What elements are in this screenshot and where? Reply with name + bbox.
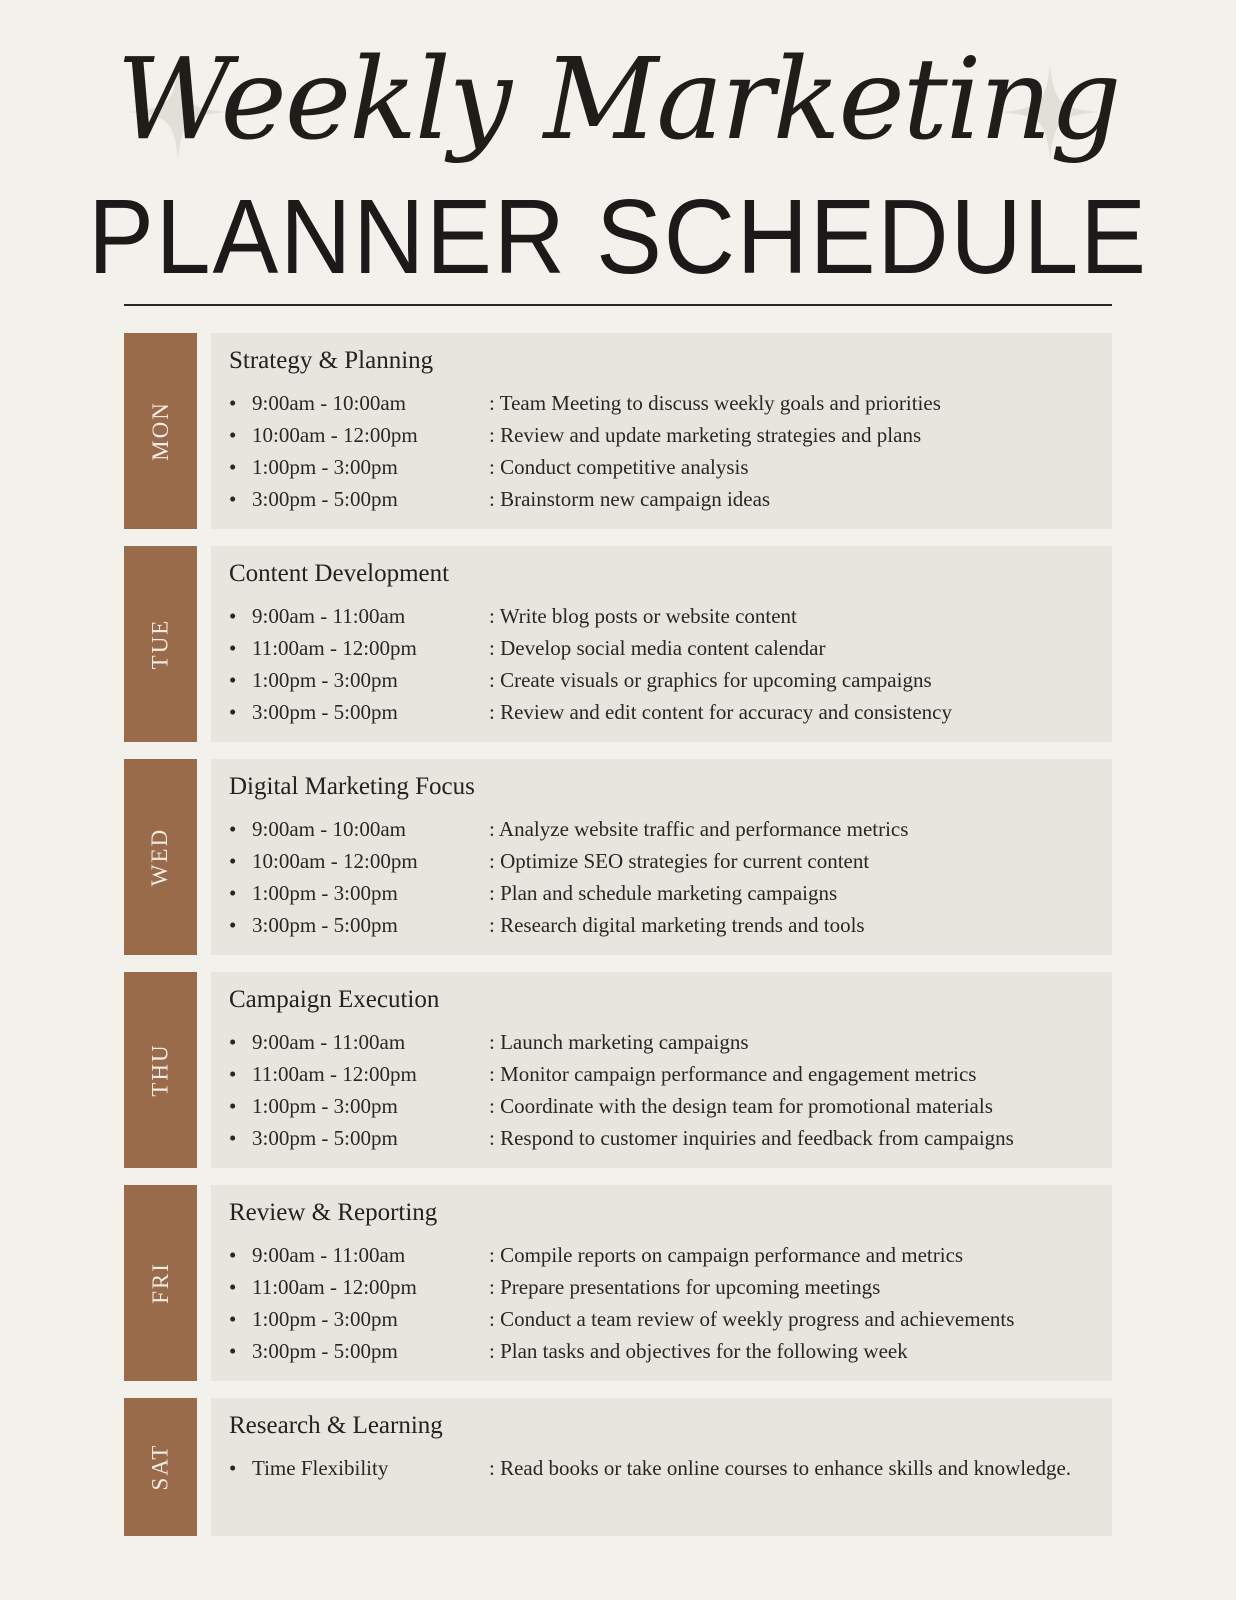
bullet-icon: •: [229, 700, 237, 724]
day-tab: [124, 333, 197, 529]
day-row: [124, 759, 1112, 955]
task-time: 3:00pm - 5:00pm: [252, 1126, 398, 1150]
task-description: : Optimize SEO strategies for current content: [489, 849, 870, 873]
task-description: : Coordinate with the design team for promotional materials: [489, 1094, 993, 1118]
task-item: [229, 1090, 1094, 1122]
task-item: [229, 387, 1094, 419]
task-item: [229, 451, 1094, 483]
page-title: PLANNER SCHEDULE: [88, 178, 1148, 296]
task-item: [229, 909, 1094, 941]
task-item: [229, 1271, 1094, 1303]
day-row: [124, 546, 1112, 742]
bullet-icon: •: [229, 636, 237, 660]
task-time: 1:00pm - 3:00pm: [252, 1094, 398, 1118]
task-description: : Launch marketing campaigns: [489, 1030, 749, 1054]
task-time: 10:00am - 12:00pm: [252, 849, 418, 873]
bullet-icon: •: [229, 1030, 237, 1054]
day-card: [211, 1185, 1112, 1381]
task-description: : Brainstorm new campaign ideas: [489, 487, 771, 511]
task-item: [229, 696, 1094, 728]
weekly-schedule: [124, 333, 1112, 1536]
title-divider: [124, 304, 1112, 306]
bullet-icon: •: [229, 881, 237, 905]
task-item: [229, 877, 1094, 909]
task-description: : Create visuals or graphics for upcoming campaigns: [489, 668, 932, 692]
day-heading: Digital Marketing Focus: [229, 773, 475, 800]
day-heading: Research & Learning: [229, 1412, 443, 1439]
task-time: 1:00pm - 3:00pm: [252, 455, 398, 479]
day-row: [124, 1185, 1112, 1381]
bullet-icon: •: [229, 391, 237, 415]
task-description: : Develop social media content calendar: [489, 636, 826, 660]
bullet-icon: •: [229, 1062, 237, 1086]
task-item: [229, 600, 1094, 632]
task-time: 11:00am - 12:00pm: [252, 1275, 417, 1299]
bullet-icon: •: [229, 849, 237, 873]
task-time: 9:00am - 10:00am: [252, 817, 406, 841]
task-time: 11:00am - 12:00pm: [252, 1062, 417, 1086]
day-tab: [124, 759, 197, 955]
task-item: [229, 664, 1094, 696]
task-item: [229, 1452, 1094, 1484]
task-item: [229, 1058, 1094, 1090]
task-description: : Prepare presentations for upcoming meetings: [489, 1275, 881, 1299]
day-tab-label: THU: [147, 1043, 173, 1097]
task-description: : Review and update marketing strategies and plans: [489, 423, 922, 447]
task-time: 11:00am - 12:00pm: [252, 636, 417, 660]
day-card: [211, 546, 1112, 742]
task-item: [229, 632, 1094, 664]
task-time: 3:00pm - 5:00pm: [252, 487, 398, 511]
task-time: 3:00pm - 5:00pm: [252, 1339, 398, 1363]
task-item: [229, 813, 1094, 845]
task-list: [229, 813, 1094, 941]
task-time: 1:00pm - 3:00pm: [252, 668, 398, 692]
task-description: : Read books or take online courses to enhance skills and knowledge.: [489, 1456, 1072, 1480]
task-time: 9:00am - 11:00am: [252, 604, 406, 628]
day-heading: Campaign Execution: [229, 986, 440, 1013]
task-time: 1:00pm - 3:00pm: [252, 1307, 398, 1331]
bullet-icon: •: [229, 1094, 237, 1118]
task-time: 1:00pm - 3:00pm: [252, 881, 398, 905]
day-tab: [124, 972, 197, 1168]
task-time: 9:00am - 11:00am: [252, 1030, 406, 1054]
task-item: [229, 1335, 1094, 1367]
bullet-icon: •: [229, 1126, 237, 1150]
task-list: [229, 1026, 1094, 1154]
day-tab-label: TUE: [147, 618, 173, 670]
day-tab: [124, 1185, 197, 1381]
bullet-icon: •: [229, 1275, 237, 1299]
bullet-icon: •: [229, 423, 237, 447]
day-card: [211, 972, 1112, 1168]
day-heading: Strategy & Planning: [229, 347, 434, 374]
task-list: [229, 1239, 1094, 1367]
day-tab-label: FRI: [147, 1262, 173, 1304]
task-description: : Compile reports on campaign performance and metrics: [489, 1243, 964, 1267]
task-description: : Analyze website traffic and performance metrics: [489, 817, 909, 841]
day-card: [211, 1398, 1112, 1536]
day-heading: Review & Reporting: [229, 1199, 438, 1226]
bullet-icon: •: [229, 604, 237, 628]
task-item: [229, 419, 1094, 451]
task-description: : Conduct a team review of weekly progress and achievements: [489, 1307, 1015, 1331]
day-tab-label: WED: [147, 827, 173, 887]
task-time: 10:00am - 12:00pm: [252, 423, 418, 447]
day-row: [124, 972, 1112, 1168]
day-row: [124, 1398, 1112, 1536]
task-list: [229, 1452, 1094, 1484]
task-description: : Monitor campaign performance and engagement metrics: [489, 1062, 977, 1086]
day-tab-label: SAT: [147, 1443, 173, 1491]
day-row: [124, 333, 1112, 529]
task-time: 3:00pm - 5:00pm: [252, 913, 398, 937]
task-description: : Research digital marketing trends and tools: [489, 913, 865, 937]
bullet-icon: •: [229, 817, 237, 841]
title-script: Weekly Marketing: [116, 35, 1120, 165]
task-description: : Team Meeting to discuss weekly goals and priorities: [489, 391, 941, 415]
task-description: : Conduct competitive analysis: [489, 455, 749, 479]
task-list: [229, 387, 1094, 515]
task-description: : Plan and schedule marketing campaigns: [489, 881, 838, 905]
bullet-icon: •: [229, 668, 237, 692]
task-time: 9:00am - 10:00am: [252, 391, 406, 415]
bullet-icon: •: [229, 1307, 237, 1331]
task-time: 3:00pm - 5:00pm: [252, 700, 398, 724]
bullet-icon: •: [229, 1456, 237, 1480]
task-description: : Write blog posts or website content: [489, 604, 797, 628]
day-card: [211, 333, 1112, 529]
day-tab: [124, 546, 197, 742]
task-list: [229, 600, 1094, 728]
task-description: : Plan tasks and objectives for the following week: [489, 1339, 908, 1363]
task-item: [229, 845, 1094, 877]
task-description: : Review and edit content for accuracy and consistency: [489, 700, 952, 724]
task-item: [229, 1303, 1094, 1335]
day-tab-label: MON: [147, 401, 173, 461]
task-item: [229, 1026, 1094, 1058]
task-item: [229, 483, 1094, 515]
day-card: [211, 759, 1112, 955]
bullet-icon: •: [229, 913, 237, 937]
task-time: Time Flexibility: [252, 1456, 389, 1480]
task-item: [229, 1239, 1094, 1271]
day-tab: [124, 1398, 197, 1536]
bullet-icon: •: [229, 455, 237, 479]
task-item: [229, 1122, 1094, 1154]
bullet-icon: •: [229, 487, 237, 511]
task-description: : Respond to customer inquiries and feedback from campaigns: [489, 1126, 1014, 1150]
bullet-icon: •: [229, 1243, 237, 1267]
task-time: 9:00am - 11:00am: [252, 1243, 406, 1267]
bullet-icon: •: [229, 1339, 237, 1363]
day-heading: Content Development: [229, 560, 450, 587]
